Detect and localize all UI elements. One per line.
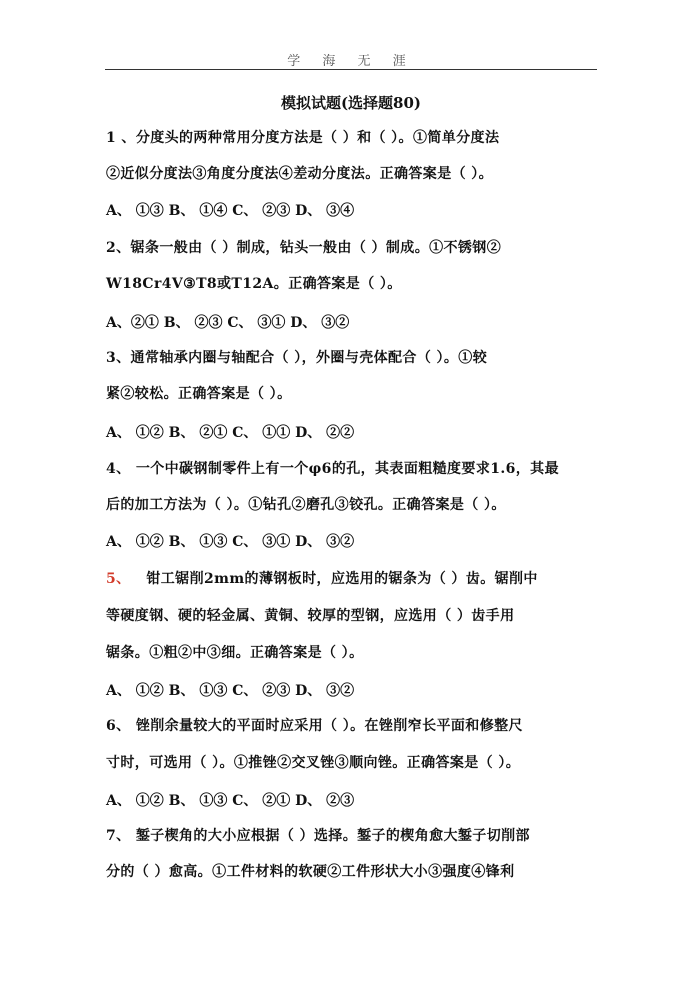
question-1-line-1: 1 、分度头的两种常用分度方法是（ ）和（ ）。①简单分度法 xyxy=(106,130,500,146)
question-4-options: A、 ①② B、 ①③ C、 ③① D、 ③② xyxy=(106,534,355,550)
document-title: 模拟试题(选择题80) xyxy=(280,94,422,112)
question-5-line-3: 锯条。①粗②中③细。正确答案是（ ）。 xyxy=(106,645,364,661)
question-3-line-1: 3、通常轴承内圈与轴配合（ ），外圈与壳体配合（ ）。①较 xyxy=(106,350,488,366)
header-rule xyxy=(105,69,597,70)
question-6-line-2: 寸时，可选用（ ）。①推锉②交叉锉③顺向锉。正确答案是（ ）。 xyxy=(106,755,521,771)
question-4-line-2: 后的加工方法为（ ）。①钻孔②磨孔③铰孔。正确答案是（ ）。 xyxy=(106,497,506,513)
question-4-line-1: 4、 一个中碳钢制零件上有一个φ6的孔，其表面粗糙度要求1.6，其最 xyxy=(106,461,559,477)
question-2-options: A、②① B、 ②③ C、 ③① D、 ③② xyxy=(106,315,350,331)
question-1-options: A、 ①③ B、 ①④ C、 ②③ D、 ③④ xyxy=(106,203,355,219)
question-5-line-2: 等硬度钢、硬的轻金属、黄铜、较厚的型钢，应选用（ ）齿手用 xyxy=(106,608,515,624)
question-1-line-2: ②近似分度法③角度分度法④差动分度法。正确答案是（ ）。 xyxy=(106,166,494,182)
question-6-line-1: 6、 锉削余量较大的平面时应采用（ ）。在锉削窄长平面和修整尺 xyxy=(106,718,523,734)
question-5-line-1-text: 钳工锯削2mm的薄钢板时，应选用的锯条为（ ）齿。锯削中 xyxy=(146,571,538,587)
question-6-options: A、 ①② B、 ①③ C、 ②① D、 ②③ xyxy=(106,793,355,809)
question-2-line-1: 2、锯条一般由（ ）制成，钻头一般由（ ）制成。①不锈钢② xyxy=(106,240,502,256)
question-3-options: A、 ①② B、 ②① C、 ①① D、 ②② xyxy=(106,425,355,441)
question-5-number: 5、 xyxy=(106,571,131,587)
page-header: 学 海 无 涯 xyxy=(287,54,415,69)
question-7-line-1: 7、 錾子楔角的大小应根据（ ）选择。錾子的楔角愈大錾子切削部 xyxy=(106,828,530,844)
question-7-line-2: 分的（ ）愈高。①工件材料的软硬②工件形状大小③强度④锋利 xyxy=(106,864,515,880)
question-3-line-2: 紧②较松。正确答案是（ ）。 xyxy=(106,386,292,402)
question-5-line-1 xyxy=(106,569,602,589)
question-2-line-2: W18Cr4V③T8或T12A。正确答案是（ ）。 xyxy=(106,276,402,292)
question-5-options: A、 ①② B、 ①③ C、 ②③ D、 ③② xyxy=(106,683,355,699)
